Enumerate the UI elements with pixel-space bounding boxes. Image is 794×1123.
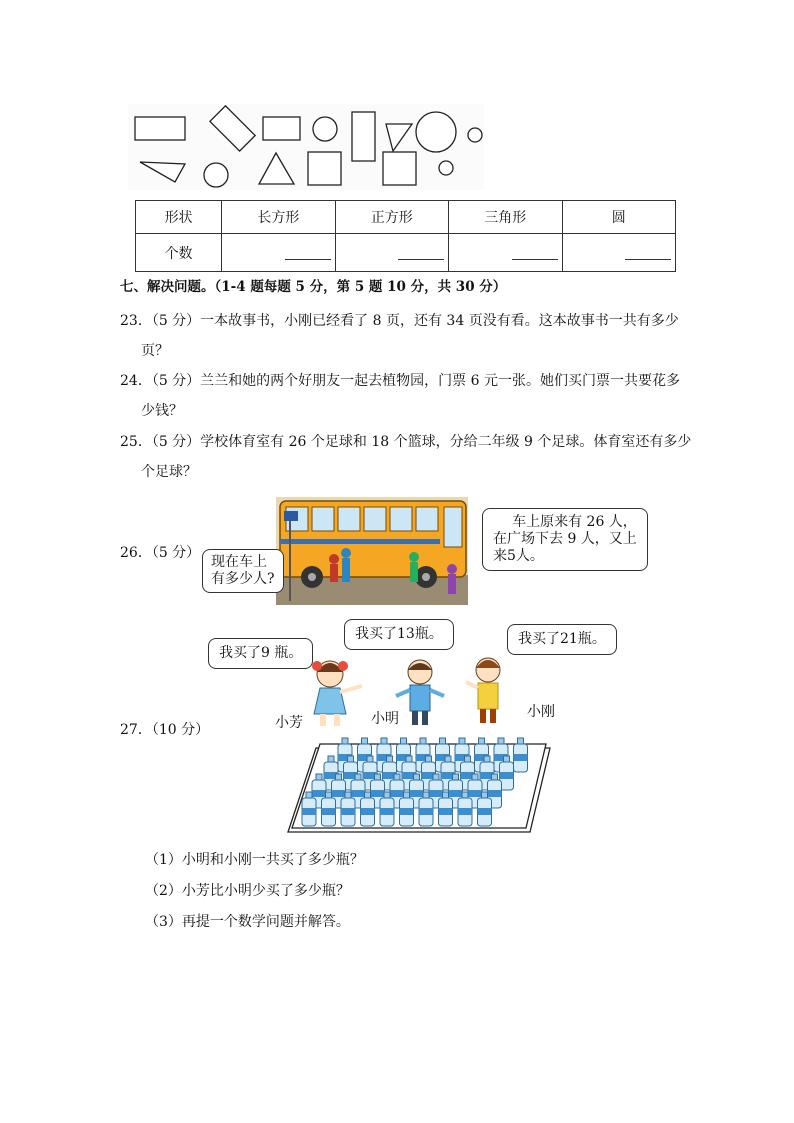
column-header: 三角形 <box>449 201 562 234</box>
column-header: 圆 <box>562 201 676 234</box>
name-xiaoming: 小明 <box>371 711 399 727</box>
answer-cell[interactable] <box>449 234 562 272</box>
speech-bubble-xiaofang: 我买了9 瓶。 <box>208 638 313 669</box>
children-illustration <box>300 652 510 730</box>
question-25-cont: 个足球？ <box>141 464 197 480</box>
row-label: 个数 <box>136 234 222 272</box>
circle-shape <box>313 117 337 141</box>
sub-question-2: （2）小芳比小明少买了多少瓶？ <box>145 883 350 899</box>
sub-question-1: （1）小明和小刚一共买了多少瓶？ <box>145 852 364 868</box>
shapes-figure <box>128 104 484 190</box>
column-header: 长方形 <box>222 201 335 234</box>
answer-blank[interactable] <box>285 247 331 260</box>
rectangle-shape <box>352 112 375 161</box>
water-bottle <box>514 738 528 772</box>
question-number: 24．（5 分） <box>120 373 201 389</box>
bubble-line: 有多少人? <box>211 571 275 587</box>
name-xiaogang: 小刚 <box>527 704 555 720</box>
square-shape <box>308 152 341 185</box>
question-text: 兰兰和她的两个好朋友一起去植物园，门票 6 元一张。她们买门票一共要花多 <box>200 373 680 389</box>
header-cell: 形状 <box>136 201 222 234</box>
answer-cell[interactable] <box>222 234 335 272</box>
question-number: 23．（5 分） <box>120 313 201 329</box>
rectangle-shape <box>135 117 185 140</box>
sub-question-3: （3）再提一个数学问题并解答。 <box>145 914 350 930</box>
circle-shape <box>204 163 228 187</box>
table-row <box>136 234 676 272</box>
speech-bubble-question <box>202 549 284 593</box>
shapes-count-table <box>135 200 676 272</box>
circle-shape <box>468 128 482 142</box>
bubble-line: 现在车上 <box>211 554 267 570</box>
question-24-cont: 少钱？ <box>141 403 183 419</box>
square-shape <box>383 152 416 185</box>
column-header: 正方形 <box>335 201 448 234</box>
speech-bubble-xiaoming: 我买了13瓶。 <box>344 619 454 650</box>
answer-cell[interactable] <box>335 234 448 272</box>
boy-xiaoming-figure <box>396 660 444 725</box>
section-title: 七、解决问题。（1-4 题每题 5 分，第 5 题 10 分，共 30 分） <box>120 279 507 295</box>
bus-scene-illustration <box>276 497 468 605</box>
question-25 <box>120 432 691 452</box>
rectangle-shape <box>263 117 300 140</box>
question-27-number: 27．（10 分） <box>120 722 210 738</box>
question-23 <box>120 311 679 331</box>
circle-shape <box>416 112 456 152</box>
bubble-line: 来5人。 <box>493 548 544 564</box>
name-xiaofang: 小芳 <box>275 715 303 731</box>
water-bottles-illustration <box>286 730 556 838</box>
bubble-line: 车上原来有 26 人， <box>512 514 637 530</box>
boy-xiaogang-figure <box>466 658 500 723</box>
answer-blank[interactable] <box>512 247 558 260</box>
answer-blank[interactable] <box>625 247 671 260</box>
question-number: 25．（5 分） <box>120 434 201 450</box>
answer-blank[interactable] <box>398 247 444 260</box>
question-23-cont: 页？ <box>141 343 169 359</box>
circle-shape <box>439 161 453 175</box>
question-text: 一本故事书，小刚已经看了 8 页，还有 34 页没有看。这本故事书一共有多少 <box>200 313 679 329</box>
speech-bubble-xiaogang: 我买了21瓶。 <box>507 624 617 655</box>
girl-figure <box>312 661 362 726</box>
bubble-line: 在广场下去 9 人，又上 <box>493 531 637 547</box>
answer-cell[interactable] <box>562 234 676 272</box>
question-26-number: 26．（5 分） <box>120 545 201 561</box>
speech-bubble-info <box>482 508 648 571</box>
question-text: 学校体育室有 26 个足球和 18 个篮球，分给二年级 9 个足球。体育室还有多少 <box>200 434 692 450</box>
table-row <box>136 201 676 234</box>
question-24 <box>120 371 680 391</box>
